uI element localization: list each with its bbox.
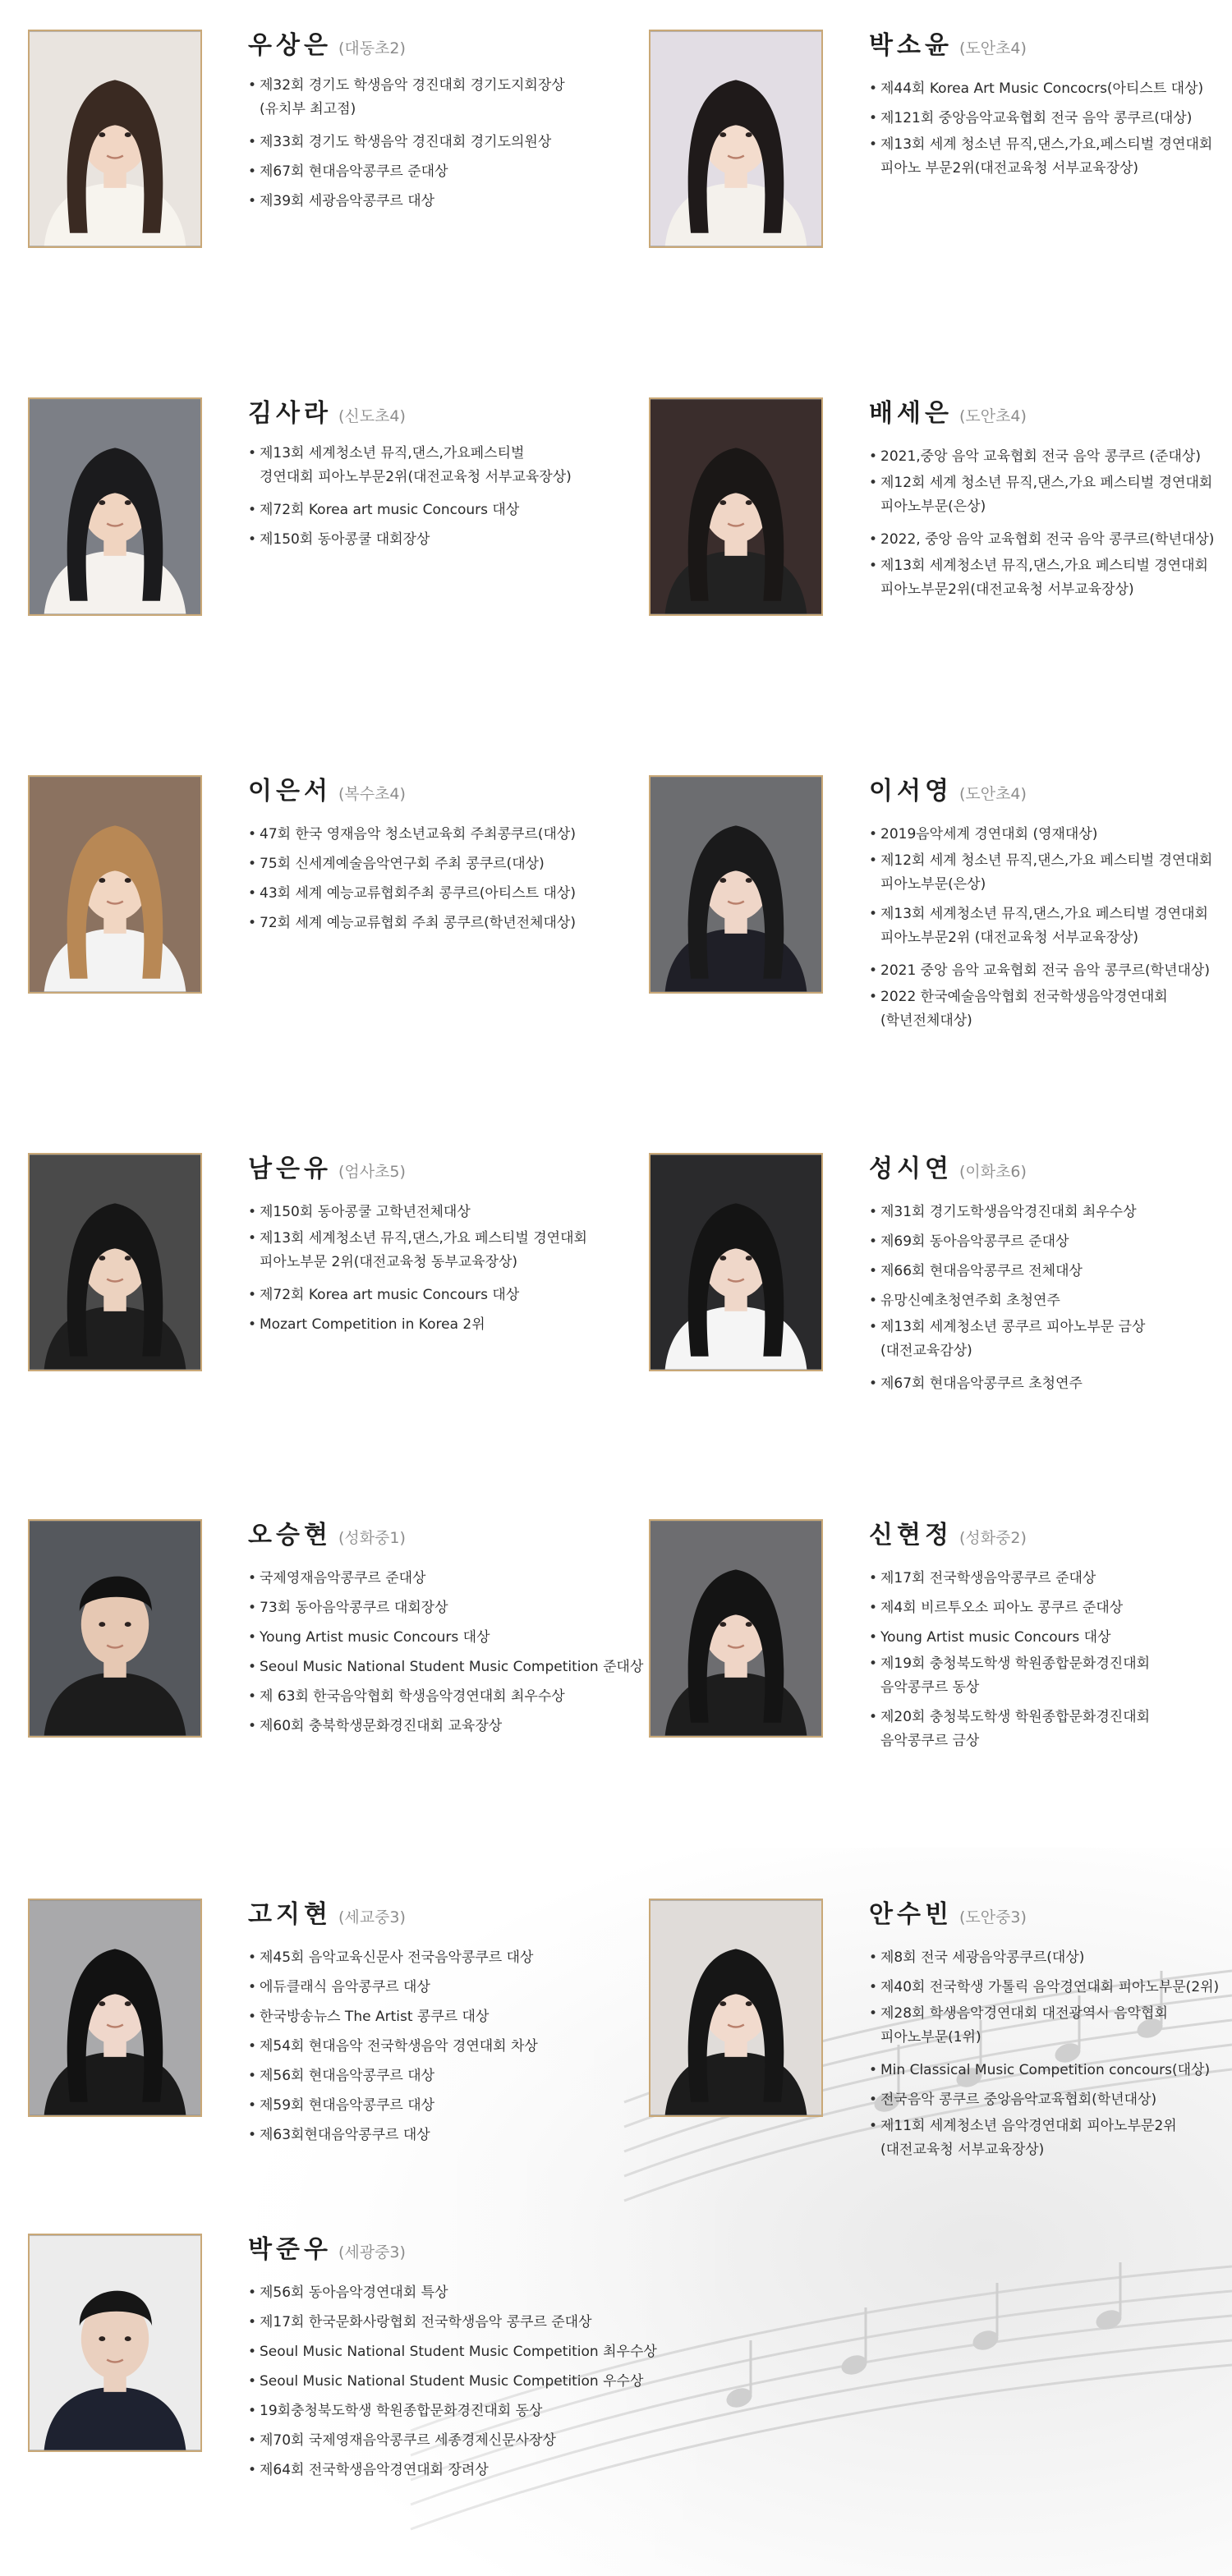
award-item: • Seoul Music National Student Music Competition 최우수상 <box>248 2337 644 2367</box>
award-item: • 제28회 학생음악경연대회 대전광역시 음악협회 피아노부문(1위) <box>869 2002 1232 2050</box>
award-item: • 유망신예초청연주회 초청연주 <box>869 1286 1232 1316</box>
student-photo <box>649 30 823 248</box>
student-photo <box>28 2234 202 2452</box>
name-row <box>869 1899 1232 1931</box>
award-item: • Seoul Music National Student Music Competition 준대상 <box>248 1652 644 1682</box>
award-item: • 전국음악 콩쿠르 중앙음악교육협회(학년대상) <box>869 2085 1232 2115</box>
student-school: (성화중2) <box>958 1529 1027 1547</box>
student-school: (복수초4) <box>338 785 406 803</box>
award-list <box>248 74 644 216</box>
award-item: • 제17회 한국문화사랑협회 전국학생음악 콩쿠르 준대상 <box>248 2307 644 2337</box>
student-info <box>248 1899 644 2150</box>
award-item: • 제70회 국제영재음악콩쿠르 세종경제신문사장상 <box>248 2426 644 2455</box>
name-row <box>248 2234 644 2266</box>
award-item: • 제13회 세계청소년 뮤직,댄스,가요 페스티벌 경연대회 피아노부문 2위(대전교육청 동부교육장상) <box>248 1227 644 1274</box>
award-item: • 제63회현대음악콩쿠르 대상 <box>248 2120 644 2150</box>
award-item: • 제67회 현대음악콩쿠르 준대상 <box>248 157 644 186</box>
student-info <box>869 775 1232 1039</box>
award-list <box>869 74 1232 181</box>
name-row <box>248 1153 644 1186</box>
student-school: (세교중3) <box>338 1908 406 1926</box>
award-item: • 제11회 세계청소년 음악경연대회 피아노부문2위 (대전교육청 서부교육장상) <box>869 2115 1232 2162</box>
student-school: (도안초4) <box>958 39 1027 57</box>
award-list <box>248 442 644 554</box>
student-photo <box>649 775 823 994</box>
student-name: 신현정 <box>869 1521 953 1550</box>
name-row <box>248 775 644 808</box>
name-row <box>869 1519 1232 1552</box>
award-item: • Mozart Competition in Korea 2위 <box>248 1310 644 1339</box>
award-item: • 2019음악세계 경연대회 (영재대상) <box>869 820 1232 849</box>
award-list <box>869 442 1232 602</box>
student-school: (도안초4) <box>958 407 1027 425</box>
student-info <box>869 397 1232 608</box>
award-item: • 2021,중앙 음악 교육협회 전국 음악 콩쿠르 (준대상) <box>869 442 1232 471</box>
award-item: • 제19회 충청북도학생 학원종합문화경진대회 음악콩쿠르 동상 <box>869 1652 1232 1700</box>
award-list <box>248 820 644 938</box>
award-item: • 제12회 세계 청소년 뮤직,댄스,가요 페스티벌 경연대회 피아노부문(은상) <box>869 471 1232 519</box>
award-list <box>248 1564 644 1741</box>
award-item: • 2022, 중앙 음악 교육협회 전국 음악 콩쿠르(학년대상) <box>869 525 1232 554</box>
student-school: (엄사초5) <box>338 1163 406 1181</box>
award-item: • 제33회 경기도 학생음악 경진대회 경기도의원상 <box>248 127 644 157</box>
student-photo <box>28 1153 202 1371</box>
award-item: • 제45회 음악교육신문사 전국음악콩쿠르 대상 <box>248 1943 644 1972</box>
award-item: • 제67회 현대음악콩쿠르 초청연주 <box>869 1369 1232 1398</box>
award-item: • 제59회 현대음악콩쿠르 대상 <box>248 2091 644 2120</box>
award-item: • 제13회 세계청소년 뮤직,댄스,가요 페스티벌 경연대회 피아노부문2위(대전교육청 서부교육장상) <box>869 554 1232 602</box>
student-info <box>248 1519 644 1741</box>
award-item: • 제13회 세계청소년 콩쿠르 피아노부문 금상 (대전교육감상) <box>869 1316 1232 1363</box>
student-photo <box>649 1899 823 2117</box>
award-item: • 제54회 현대음악 전국학생음악 경연대회 차상 <box>248 2032 644 2061</box>
student-info <box>248 1153 644 1339</box>
name-row <box>248 1899 644 1931</box>
student-info <box>869 1153 1232 1398</box>
award-list <box>869 1943 1232 2162</box>
award-item: • 제60회 충북학생문화경진대회 교육장상 <box>248 1711 644 1741</box>
award-item: • 2021 중앙 음악 교육협회 전국 음악 콩쿠르(학년대상) <box>869 956 1232 985</box>
award-item: • Young Artist music Concours 대상 <box>869 1623 1232 1652</box>
student-photo <box>28 397 202 616</box>
award-item: • 제56회 현대음악콩쿠르 대상 <box>248 2061 644 2091</box>
student-info <box>248 775 644 938</box>
student-info <box>869 30 1232 186</box>
student-name: 배세은 <box>869 399 953 428</box>
award-item: • 제 63회 한국음악협회 학생음악경연대회 최우수상 <box>248 1682 644 1711</box>
award-list <box>248 1943 644 2150</box>
award-item: • 제32회 경기도 학생음악 경진대회 경기도지회장상 (유치부 최고점) <box>248 74 644 122</box>
student-school: (대동초2) <box>338 39 406 57</box>
name-row <box>869 1153 1232 1186</box>
award-item: • 제39회 세광음악콩쿠르 대상 <box>248 186 644 216</box>
award-item: • 72회 세계 예능교류협회 주최 콩쿠르(학년전체대상) <box>248 908 644 938</box>
student-school: (도안초4) <box>958 785 1027 803</box>
student-photo <box>28 1899 202 2117</box>
student-photo <box>649 1519 823 1738</box>
student-school: (이화초6) <box>958 1163 1027 1181</box>
student-photo <box>28 775 202 994</box>
award-item: • 제56회 동아음악경연대회 특상 <box>248 2278 644 2307</box>
award-item: • 제121회 중앙음악교육협회 전국 음악 콩쿠르(대상) <box>869 103 1232 133</box>
award-item: • Young Artist music Concours 대상 <box>248 1623 644 1652</box>
award-item: • 75회 신세계예술음악연구회 주최 콩쿠르(대상) <box>248 849 644 879</box>
award-item: • 국제영재음악콩쿠르 준대상 <box>248 1564 644 1593</box>
student-info <box>248 2234 657 2485</box>
student-name: 안수빈 <box>869 1900 953 1929</box>
award-item: • 제4회 비르투오소 피아노 콩쿠르 준대상 <box>869 1593 1232 1623</box>
award-item: • 제40회 전국학생 가톨릭 음악경연대회 피아노부문(2위) <box>869 1972 1232 2002</box>
name-row <box>248 30 644 62</box>
name-row <box>869 30 1232 62</box>
student-photo <box>28 1519 202 1738</box>
student-name: 고지현 <box>248 1900 332 1929</box>
student-name: 이은서 <box>248 777 332 806</box>
award-item: • Min Classical Music Competition concours(대상) <box>869 2055 1232 2085</box>
award-item: • 제44회 Korea Art Music Concocrs(아티스트 대상) <box>869 74 1232 103</box>
award-item: • 제8회 전국 세광음악콩쿠르(대상) <box>869 1943 1232 1972</box>
name-row <box>248 1519 644 1552</box>
award-item: • 제64회 전국학생음악경연대회 장려상 <box>248 2455 644 2485</box>
student-photo <box>28 30 202 248</box>
award-list <box>248 1197 644 1339</box>
student-info <box>248 30 644 216</box>
student-name: 박소윤 <box>869 31 953 60</box>
award-item: • 47회 한국 영재음악 청소년교육회 주최콩쿠르(대상) <box>248 820 644 849</box>
student-info <box>248 397 644 554</box>
award-item: • 에듀클래식 음악콩쿠르 대상 <box>248 1972 644 2002</box>
student-school: (도안중3) <box>958 1908 1027 1926</box>
award-item: • 43회 세계 예능교류협회주최 콩쿠르(아티스트 대상) <box>248 879 644 908</box>
student-school: (신도초4) <box>338 407 406 425</box>
name-row <box>248 397 644 430</box>
award-item: • Seoul Music National Student Music Competition 우수상 <box>248 2367 644 2396</box>
award-item: • 제69회 동아음악콩쿠르 준대상 <box>869 1227 1232 1256</box>
award-item: • 제13회 세계 청소년 뮤직,댄스,가요,페스티벌 경연대회 피아노 부문2위(대전교육청 서부교육장상) <box>869 133 1232 181</box>
student-photo <box>649 397 823 616</box>
name-row <box>869 397 1232 430</box>
student-name: 오승현 <box>248 1521 332 1550</box>
student-name: 우상은 <box>248 31 332 60</box>
student-name: 박준우 <box>248 2235 332 2264</box>
student-photo <box>649 1153 823 1371</box>
award-item: • 제150회 동아콩쿨 대회장상 <box>248 525 644 554</box>
award-list <box>869 1564 1232 1753</box>
award-item: • 2022 한국예술음악협회 전국학생음악경연대회 (학년전체대상) <box>869 985 1232 1033</box>
award-item: • 제13회 세계청소년 뮤직,댄스,가요 페스티벌 경연대회 피아노부문2위 (대전교육청 서부교육장상) <box>869 902 1232 950</box>
award-item: • 73회 동아음악콩쿠르 대회장상 <box>248 1593 644 1623</box>
student-school: (세광중3) <box>338 2243 406 2261</box>
student-name: 남은유 <box>248 1155 332 1183</box>
award-item: • 제72회 Korea art music Concours 대상 <box>248 495 644 525</box>
award-item: • 19회충청북도학생 학원종합문화경진대회 동상 <box>248 2396 644 2426</box>
award-item: • 제17회 전국학생음악콩쿠르 준대상 <box>869 1564 1232 1593</box>
award-item: • 제12회 세계 청소년 뮤직,댄스,가요 페스티벌 경연대회 피아노부문(은상) <box>869 849 1232 897</box>
student-name: 성시연 <box>869 1155 953 1183</box>
award-item: • 제20회 충청북도학생 학원종합문화경진대회 음악콩쿠르 금상 <box>869 1706 1232 1753</box>
student-name: 김사라 <box>248 399 332 428</box>
award-item: • 제31회 경기도학생음악경진대회 최우수상 <box>869 1197 1232 1227</box>
student-info <box>869 1899 1232 2168</box>
award-item: • 제150회 동아콩쿨 고학년전체대상 <box>248 1197 644 1227</box>
award-item: • 제13회 세계청소년 뮤직,댄스,가요페스티벌 경연대회 피아노부문2위(대전교육청 서부교육장상) <box>248 442 644 489</box>
student-info <box>869 1519 1232 1759</box>
student-school: (성화중1) <box>338 1529 406 1547</box>
award-item: • 제72회 Korea art music Concours 대상 <box>248 1280 644 1310</box>
award-list <box>869 1197 1232 1398</box>
award-list <box>869 820 1232 1033</box>
award-item: • 제66회 현대음악콩쿠르 전체대상 <box>869 1256 1232 1286</box>
award-list <box>248 2278 657 2485</box>
student-name: 이서영 <box>869 777 953 806</box>
name-row <box>869 775 1232 808</box>
award-item: • 한국방송뉴스 The Artist 콩쿠르 대상 <box>248 2002 644 2032</box>
